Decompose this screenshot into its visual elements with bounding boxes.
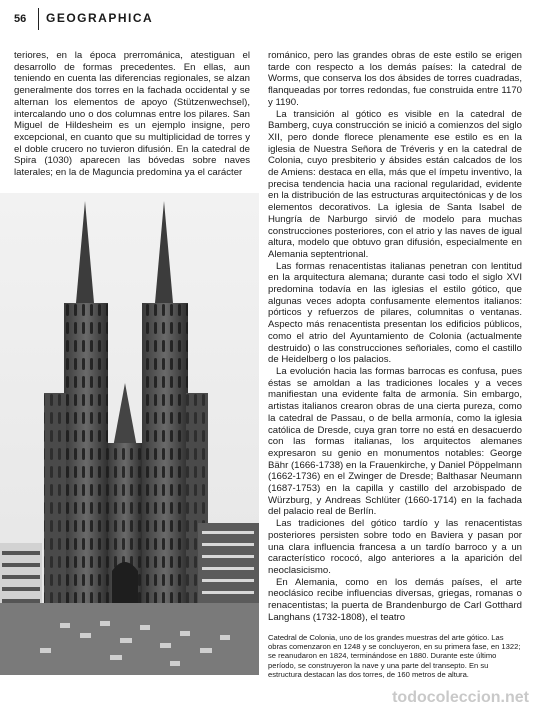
paragraph: Las formas renacentistas italianas penetran con lentitud en la arquitectura alemana; durante casi todo el siglo XVI predomina todavía en las iglesias el estilo gótico, que algunas veces adopta confusamente elementos italianos: pórticos y refuerzos de pilares, columnitas o ventanas. Aspecto más renacentista presentan los edificios públicos, como el atrio del Ayuntamiento de Colonia (actualmente destruido) o las construcciones señoriales, como el castillo de Heidelberg o los palacios. xyxy=(268,260,522,366)
page-number: 56 xyxy=(14,13,27,25)
left-column-text xyxy=(14,50,250,179)
paragraph: Las tradiciones del gótico tardío y las renacentistas posteriores persisten sobre todo en Baviera y pasan por una clara influencia francesa a un tardío barroco y a un característico rococó, algo anteriores a la aparición del neoclasicismo. xyxy=(268,518,522,576)
header-divider xyxy=(38,8,39,30)
cathedral-photo xyxy=(0,193,259,675)
photo-caption: Catedral de Colonia, uno de los grandes muestras del arte gótico. Las obras comenzaron en 1248 y se concluyeron, en su primera fase, en 1322; se reanudaron en 1824, terminándose en 1880. Durante este último período, se construyeron la nave y una parte del transepto. En su estructura destacan las dos torres, de 160 metros de altura. xyxy=(268,633,521,679)
paragraph: En Alemania, como en los demás países, el arte neoclásico recibe influencias diversas, griegas, romanas o renacentistas; la puerta de Brandenburgo de Carl Gotthard Langhans (1732-1808), el teatro xyxy=(268,576,522,623)
paragraph: La transición al gótico es visible en la catedral de Bamberg, cuya construcción se inició a comienzos del siglo XII, pero donde florece plenamente ese estilo es en la iglesia de Nuestra Señora de Tréveris y en la catedral de Colonia, cuyo presbiterio y ábsides están calcados de los de Amiens: destaca en ella, más que el ímpetu inventivo, la precisa tendencia hacia una racional regularidad, evidente en la distribución de las estructuras arquitectónicas y de los elementos decorativos. La iglesia de Santa Isabel de Hungría de Narburgo sirvió de modelo para muchas construcciones posteriores, con el atrio y las naves de igual altura, modelo que obtuvo gran difusión, especialmente en Alemania septentrional. xyxy=(268,108,522,260)
publication-title: GEOGRAPHICA xyxy=(46,11,154,25)
watermark: todocoleccion.net xyxy=(392,689,529,706)
page-header xyxy=(0,6,539,26)
paragraph: teriores, en la época prerrománica, atestiguan el desarrollo de formas precedentes. En ellas, aun teniendo en cuenta las diferencias regionales, se alzan generalmente dos torres en la fachada occidental y se alternan los elementos de apoyo (Stützenwechsel), intercalando uno o dos columnas entre los pilares. San Miguel de Hildesheim es un ejemplo insigne, pero excepcional, en cuanto que su multiplicidad de torres y el doble crucero no tuvieron difusión. En la catedral de Spira (1030) aparecen las bóvedas sobre naves laterales; en la de Maguncia predomina ya el carácter xyxy=(14,50,250,179)
right-column-text xyxy=(268,50,522,623)
paragraph: románico, pero las grandes obras de este estilo se erigen tarde con respecto a los demás países: la catedral de Worms, que conserva los dos ábsides de torres cuadradas, flanqueadas por torres redondas, fue construida entre 1170 y 1190. xyxy=(268,50,522,108)
paragraph: La evolución hacia las formas barrocas es confusa, pues éstas se amoldan a las tradiciones locales y a veces manifiestan una evidente falta de armonía. Sin embargo, artistas italianos crearon obras de una cierta pureza, como la catedral de Passau, o de bella armonía, como la iglesia católica de Dresde, cuya gran torre no está en desacuerdo con las formas italianas, los arquitectos alemanes expresaron su genio en monumentos notables: George Bähr (1666-1738) en la Frauenkirche, y Daniel Pöppelmann (1662-1736) en el Zwinger de Dresde; Balthasar Neumann (1687-1753) en la capilla y castillo del arzobispado de Würzburg, y Andreas Schlüter (1660-1714) en la fachada del palacio real de Berlín. xyxy=(268,365,522,518)
